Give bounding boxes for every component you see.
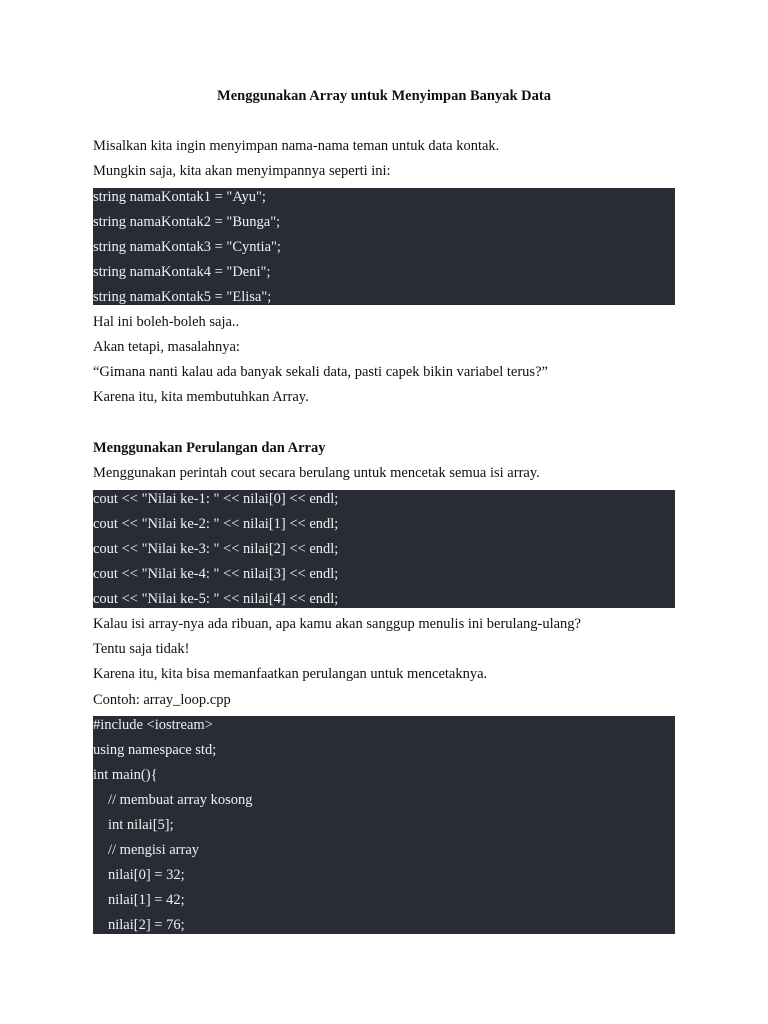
code-line: nilai[0] = 32; [108, 867, 185, 883]
code-line: string namaKontak5 = "Elisa"; [93, 289, 272, 305]
after-code2-line-3: Karena itu, kita bisa memanfaatkan perulangan untuk mencetaknya. [93, 666, 488, 682]
code-line: nilai[2] = 76; [108, 917, 185, 933]
code-block-kontak [93, 188, 675, 305]
code-line: cout << "Nilai ke-5: " << nilai[4] << endl; [93, 591, 339, 607]
after-code1-line-4: Karena itu, kita membutuhkan Array. [93, 389, 309, 405]
intro-line-2: Mungkin saja, kita akan menyimpannya seperti ini: [93, 163, 391, 179]
code-line: int main(){ [93, 767, 158, 783]
after-code1-line-3: “Gimana nanti kalau ada banyak sekali data, pasti capek bikin variabel terus?” [93, 364, 548, 380]
code-line: nilai[1] = 42; [108, 892, 185, 908]
section2-intro: Menggunakan perintah cout secara berulang untuk mencetak semua isi array. [93, 465, 540, 481]
code-line: using namespace std; [93, 742, 217, 758]
code-line: string namaKontak1 = "Ayu"; [93, 189, 266, 205]
after-code2-line-2: Tentu saja tidak! [93, 641, 190, 657]
intro-line-1: Misalkan kita ingin menyimpan nama-nama teman untuk data kontak. [93, 138, 500, 154]
code-line: cout << "Nilai ke-2: " << nilai[1] << endl; [93, 516, 339, 532]
code-line: string namaKontak2 = "Bunga"; [93, 214, 281, 230]
after-code2-line-1: Kalau isi array-nya ada ribuan, apa kamu akan sanggup menulis ini berulang-ulang? [93, 616, 581, 632]
code-line: // membuat array kosong [108, 792, 253, 808]
code-block-array-loop [93, 716, 675, 934]
after-code1-line-1: Hal ini boleh-boleh saja.. [93, 314, 240, 330]
code-line: int nilai[5]; [108, 817, 174, 833]
after-code1-line-2: Akan tetapi, masalahnya: [93, 339, 240, 355]
page-title: Menggunakan Array untuk Menyimpan Banyak Data [217, 88, 551, 104]
code-line: string namaKontak3 = "Cyntia"; [93, 239, 281, 255]
code-line: string namaKontak4 = "Deni"; [93, 264, 271, 280]
after-code2-line-4: Contoh: array_loop.cpp [93, 692, 231, 708]
code-line: cout << "Nilai ke-1: " << nilai[0] << endl; [93, 491, 339, 507]
code-line: cout << "Nilai ke-4: " << nilai[3] << endl; [93, 566, 339, 582]
code-line: #include <iostream> [93, 717, 213, 733]
code-line: cout << "Nilai ke-3: " << nilai[2] << endl; [93, 541, 339, 557]
section2-heading: Menggunakan Perulangan dan Array [93, 440, 326, 456]
code-block-cout [93, 490, 675, 608]
code-line: // mengisi array [108, 842, 200, 858]
